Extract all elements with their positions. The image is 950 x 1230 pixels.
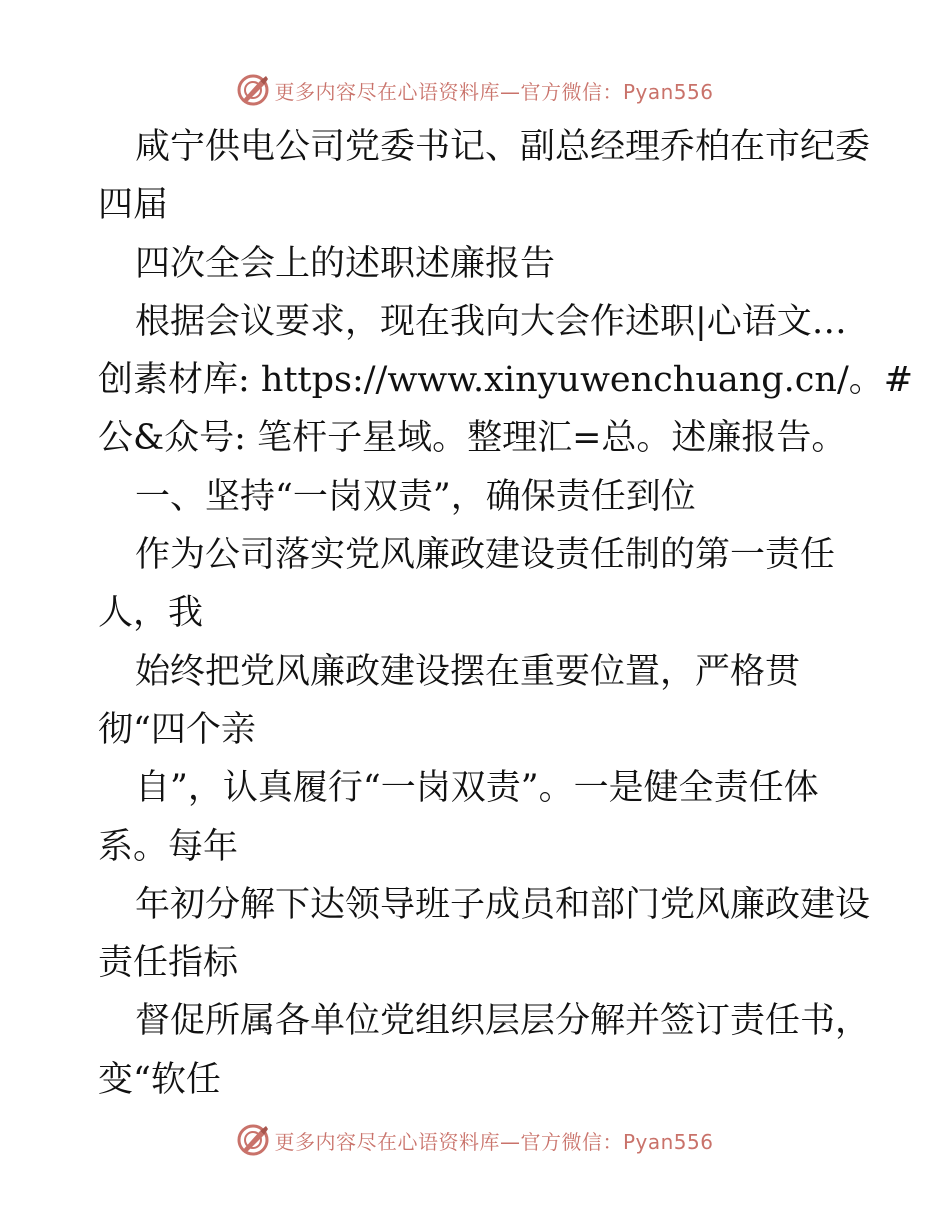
text-line: 督促所属各单位党组织层层分解并签订责任书，	[135, 1001, 871, 1042]
text-line: 根据会议要求，现在我向大会作述职|心语文…	[135, 301, 847, 342]
text-line: 公&众号: 笔杆子星域。整理汇=总。述廉报告。	[98, 418, 847, 459]
watermark-text: 更多内容尽在心语资料库—官方微信：Pyan556	[274, 1129, 714, 1154]
pen-logo-icon	[236, 73, 270, 107]
text-line: 作为公司落实党风廉政建设责任制的第一责任	[135, 535, 836, 576]
text-line: 咸宁供电公司党委书记、副总经理乔柏在市纪委	[135, 127, 871, 167]
text-line: 创素材库: https://www.xinyuwenchuang.cn/。#	[98, 360, 914, 401]
text-line: 四次全会上的述职述廉报告	[135, 243, 556, 284]
text-line: 年初分解下达领导班子成员和部门党风廉政建设	[135, 884, 871, 925]
text-line: 始终把党风廉政建设摆在重要位置，严格贯	[135, 651, 801, 692]
text-line: 一、坚持“一岗双责”，确保责任到位	[135, 476, 696, 517]
watermark-text: 更多内容尽在心语资料库—官方微信：Pyan556	[274, 79, 714, 104]
text-line: 彻“四个亲	[98, 709, 256, 750]
text-line: 系。每年	[98, 826, 239, 867]
document-body	[98, 118, 914, 1109]
text-line: 四届	[98, 185, 169, 226]
header-watermark	[0, 70, 950, 110]
text-line: 自”，认真履行“一岗双责”。一是健全责任体	[135, 768, 819, 809]
text-line: 责任指标	[98, 943, 239, 984]
pen-logo-icon	[236, 1123, 270, 1157]
text-line: 人，我	[98, 593, 204, 634]
text-line: 变“软任	[98, 1059, 221, 1100]
footer-watermark	[0, 1120, 950, 1160]
